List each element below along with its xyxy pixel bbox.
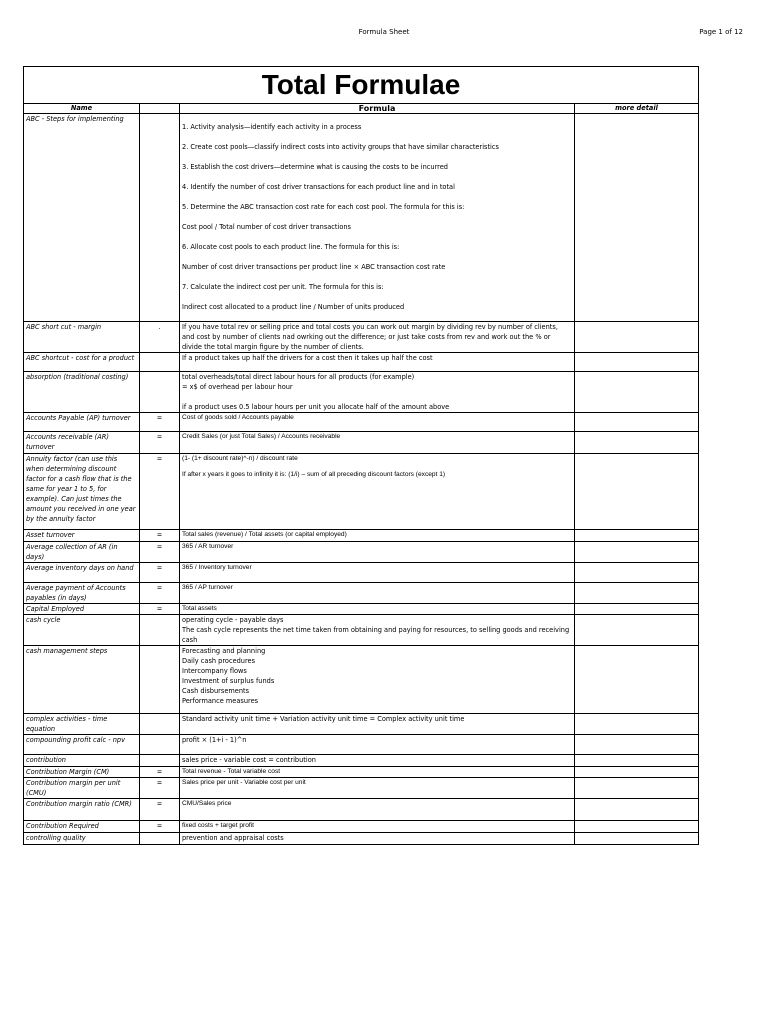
abc-step: 7. Calculate the indirect cost per unit. The formula for this is: bbox=[182, 283, 384, 291]
row-detail bbox=[575, 646, 699, 714]
row-detail bbox=[575, 542, 699, 563]
abc-step: 6. Allocate cost pools to each product line. The formula for this is: bbox=[182, 243, 400, 251]
table-row bbox=[24, 833, 699, 845]
row-name: Average payment of Accounts payables (in days) bbox=[24, 583, 140, 604]
row-detail bbox=[575, 353, 699, 372]
row-detail bbox=[575, 714, 699, 735]
row-eq: = bbox=[140, 542, 180, 563]
row-formula: Total assets bbox=[180, 604, 575, 615]
row-formula: CMU/Sales price bbox=[180, 799, 575, 821]
table-row bbox=[24, 583, 699, 604]
row-name: Capital Employed bbox=[24, 604, 140, 615]
abc-step: Indirect cost allocated to a product line / Number of units produced bbox=[182, 303, 405, 311]
row-name: Average inventory days on hand bbox=[24, 563, 140, 583]
row-formula: If you have total rev or selling price and total costs you can work out margin by dividing rev by number of clients, and cost by number of clients nad owrking out the difference; or just take costs from rev and work out the % or divide the total margin figure by the number of clients. bbox=[180, 322, 575, 353]
abc-step: 5. Determine the ABC transaction cost rate for each cost pool. The formula for this is: bbox=[182, 203, 465, 211]
row-formula: Credit Sales (or just Total Sales) / Accounts receivable bbox=[180, 432, 575, 454]
row-formula: 365 / Inventory turnover bbox=[180, 563, 575, 583]
table-row bbox=[24, 778, 699, 799]
row-name: contribution bbox=[24, 755, 140, 767]
table-row bbox=[24, 322, 699, 353]
row-detail bbox=[575, 604, 699, 615]
row-detail bbox=[575, 755, 699, 767]
row-formula: If a product takes up half the drivers for a cost then it takes up half the cost bbox=[180, 353, 575, 372]
formula-line: (1- (1+ discount rate)^-n) / discount rate bbox=[182, 455, 298, 462]
row-detail bbox=[575, 735, 699, 755]
formula-line: Daily cash procedures bbox=[182, 657, 256, 665]
row-name: ABC - Steps for implementing bbox=[24, 114, 140, 322]
formula-line: If after x years it goes to infinity it is: (1/i) – sum of all preceding discount factors (except 1) bbox=[182, 471, 446, 478]
abc-step: 2. Create cost pools—classify indirect costs into activity groups that have similar characteristics bbox=[182, 143, 499, 151]
column-header-eq bbox=[140, 104, 180, 114]
table-row bbox=[24, 735, 699, 755]
row-name: complex activities - time equation bbox=[24, 714, 140, 735]
row-detail bbox=[575, 372, 699, 413]
row-name: Contribution Required bbox=[24, 821, 140, 833]
table-row bbox=[24, 454, 699, 530]
formula-line bbox=[182, 392, 572, 402]
row-formula: prevention and appraisal costs bbox=[180, 833, 575, 845]
formula-line: Performance measures bbox=[182, 697, 259, 705]
row-detail bbox=[575, 432, 699, 454]
row-formula bbox=[180, 646, 575, 714]
row-eq: = bbox=[140, 413, 180, 432]
row-eq: = bbox=[140, 767, 180, 778]
row-detail bbox=[575, 583, 699, 604]
row-eq bbox=[140, 714, 180, 735]
row-detail bbox=[575, 322, 699, 353]
row-formula: Total sales (revenue) / Total assets (or capital employed) bbox=[180, 530, 575, 542]
row-formula bbox=[180, 372, 575, 413]
table-row bbox=[24, 604, 699, 615]
row-eq bbox=[140, 615, 180, 646]
abc-step: Number of cost driver transactions per product line × ABC transaction cost rate bbox=[182, 263, 446, 271]
table-row bbox=[24, 646, 699, 714]
row-eq bbox=[140, 353, 180, 372]
row-formula: Total revenue - Total variable cost bbox=[180, 767, 575, 778]
row-detail bbox=[575, 530, 699, 542]
row-name: absorption (traditional costing) bbox=[24, 372, 140, 413]
table-row bbox=[24, 714, 699, 735]
row-formula: Standard activity unit time + Variation activity unit time = Complex activity unit time bbox=[180, 714, 575, 735]
table-row bbox=[24, 530, 699, 542]
table-row bbox=[24, 114, 699, 322]
table-row bbox=[24, 615, 699, 646]
row-formula bbox=[180, 454, 575, 530]
formula-line: Forecasting and planning bbox=[182, 647, 266, 655]
formula-line: Investment of surplus funds bbox=[182, 677, 275, 685]
row-formula bbox=[180, 615, 575, 646]
row-eq: = bbox=[140, 530, 180, 542]
row-name: ABC short cut - margin bbox=[24, 322, 140, 353]
formula-line: Intercompany flows bbox=[182, 667, 247, 675]
row-detail bbox=[575, 563, 699, 583]
row-formula: Sales price per unit - Variable cost per unit bbox=[180, 778, 575, 799]
row-name: Contribution Margin (CM) bbox=[24, 767, 140, 778]
row-name: Asset turnover bbox=[24, 530, 140, 542]
row-eq: = bbox=[140, 799, 180, 821]
row-eq bbox=[140, 833, 180, 845]
row-name: ABC shortcut - cost for a product bbox=[24, 353, 140, 372]
abc-step: 3. Establish the cost drivers—determine what is causing the costs to be incurred bbox=[182, 163, 448, 171]
row-detail bbox=[575, 615, 699, 646]
row-detail bbox=[575, 799, 699, 821]
sheet-title: Total Formulae bbox=[24, 67, 699, 104]
row-formula: 365 / AP turnover bbox=[180, 583, 575, 604]
formula-line: total overheads/total direct labour hours for all products (for example) bbox=[182, 373, 415, 381]
table-row bbox=[24, 413, 699, 432]
row-detail bbox=[575, 114, 699, 322]
row-name: compounding profit calc - npv bbox=[24, 735, 140, 755]
formula-table bbox=[23, 66, 699, 845]
row-name: Accounts receivable (AR) turnover bbox=[24, 432, 140, 454]
row-eq: = bbox=[140, 563, 180, 583]
table-row bbox=[24, 372, 699, 413]
row-eq: = bbox=[140, 778, 180, 799]
page-number: Page 1 of 12 bbox=[699, 28, 743, 36]
abc-step: Cost pool / Total number of cost driver transactions bbox=[182, 223, 351, 231]
row-eq: = bbox=[140, 432, 180, 454]
row-detail bbox=[575, 833, 699, 845]
table-row bbox=[24, 821, 699, 833]
row-name: Average collection of AR (in days) bbox=[24, 542, 140, 563]
row-eq bbox=[140, 755, 180, 767]
abc-step: 1. Activity analysis—identify each activity in a process bbox=[182, 123, 362, 131]
row-eq: = bbox=[140, 454, 180, 530]
row-name: Annuity factor (can use this when determining discount factor for a cash flow that is the same for year 1 to 5, for example). Can just times the amount you received in one year by the annuity factor bbox=[24, 454, 140, 530]
table-row bbox=[24, 432, 699, 454]
table-row bbox=[24, 542, 699, 563]
formula-line: The cash cycle represents the net time taken from obtaining and paying for resources, to selling goods and receiving cash bbox=[182, 626, 570, 644]
row-eq bbox=[140, 646, 180, 714]
page-header-title: Formula Sheet bbox=[358, 28, 410, 36]
row-eq: = bbox=[140, 604, 180, 615]
row-formula: 365 / AR turnover bbox=[180, 542, 575, 563]
row-formula: fixed costs + target profit bbox=[180, 821, 575, 833]
table-row bbox=[24, 563, 699, 583]
abc-step: 4. Identify the number of cost driver transactions for each product line and in total bbox=[182, 183, 455, 191]
row-formula: profit × (1+i - 1)^n bbox=[180, 735, 575, 755]
row-name: Contribution margin per unit (CMU) bbox=[24, 778, 140, 799]
row-detail bbox=[575, 778, 699, 799]
row-formula: Cost of goods sold / Accounts payable bbox=[180, 413, 575, 432]
row-eq: = bbox=[140, 821, 180, 833]
row-eq bbox=[140, 114, 180, 322]
row-eq: . bbox=[140, 322, 180, 353]
formula-line: if a product uses 0.5 labour hours per unit you allocate half of the amount above bbox=[182, 403, 450, 411]
formula-line: Cash disbursements bbox=[182, 687, 250, 695]
row-detail bbox=[575, 821, 699, 833]
table-row bbox=[24, 353, 699, 372]
row-detail bbox=[575, 413, 699, 432]
table-row bbox=[24, 799, 699, 821]
row-eq bbox=[140, 372, 180, 413]
table-row bbox=[24, 767, 699, 778]
column-header-name: Name bbox=[24, 104, 140, 114]
row-name: Contribution margin ratio (CMR) bbox=[24, 799, 140, 821]
abc-steps-list bbox=[180, 114, 575, 322]
row-eq: = bbox=[140, 583, 180, 604]
row-detail bbox=[575, 767, 699, 778]
row-name: cash cycle bbox=[24, 615, 140, 646]
table-row bbox=[24, 755, 699, 767]
row-name: Accounts Payable (AP) turnover bbox=[24, 413, 140, 432]
column-header-row bbox=[24, 104, 699, 114]
row-name: cash management steps bbox=[24, 646, 140, 714]
row-name: controlling quality bbox=[24, 833, 140, 845]
formula-line: operating cycle - payable days bbox=[182, 616, 284, 624]
row-formula: sales price - variable cost = contribution bbox=[180, 755, 575, 767]
column-header-formula: Formula bbox=[180, 104, 575, 114]
formula-line: = x$ of overhead per labour hour bbox=[182, 383, 293, 391]
column-header-detail: more detail bbox=[575, 104, 699, 114]
row-detail bbox=[575, 454, 699, 530]
row-eq bbox=[140, 735, 180, 755]
